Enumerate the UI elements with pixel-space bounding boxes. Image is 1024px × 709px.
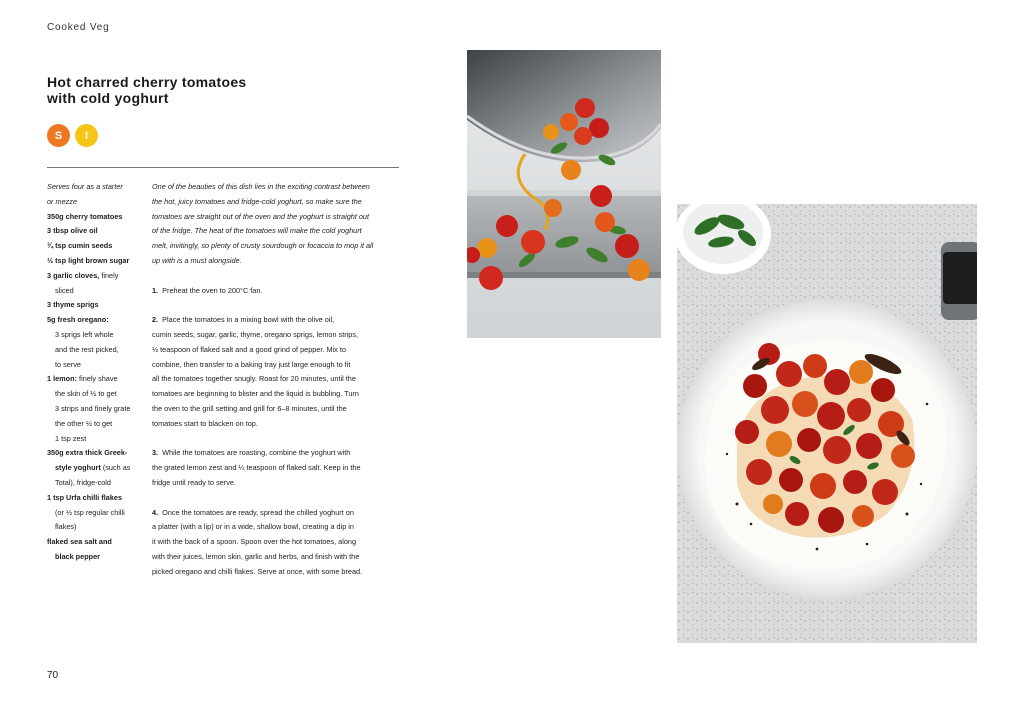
ingredient-text: 350g extra thick Greek- [47,448,128,458]
ingredient-text: flaked sea salt and [47,537,112,547]
step-text: fridge until ready to serve. [152,477,236,487]
step-text: with their juices, lemon skin, garlic and herbs, and finish with the [152,551,360,561]
step-text: tomatoes start to blacken on top. [152,418,258,428]
step-line [152,550,400,565]
ingredient-text: 1 lemon: [47,374,78,384]
intro-line: One of the beauties of this dish lies in the exciting contrast between [152,182,370,191]
recipe-title [47,74,247,106]
step-text: tomatoes are beginning to blister and the liquid is bubbling. Turn [152,389,359,399]
ingredient-line [47,520,147,535]
ingredient-line [47,550,147,565]
ingredients-list [47,180,147,565]
ingredient-text: 3 strips and finely grate [55,403,131,413]
step-line [152,520,400,535]
ingredient-line [47,343,147,358]
ingredient-line [47,432,147,447]
method-step [152,506,400,580]
step-line [152,343,400,358]
step-number: 3. [152,448,159,458]
ingredient-line [47,210,147,225]
intro-line: of the fridge. The heat of the tomatoes will make the cold yoghurt [152,226,362,236]
ingredient-text: 1 tsp zest [55,433,87,443]
step-line [152,387,400,402]
ingredient-text: ¾ tsp cumin seeds [47,241,113,251]
ingredient-text: or mezze [47,196,78,206]
diet-badges [47,124,98,147]
ingredient-text: the other ½ to get [55,418,113,428]
ingredient-text: 3 thyme sprigs [47,300,99,310]
step-line [152,417,400,432]
step-text: While the tomatoes are roasting, combine the yoghurt with [162,448,351,458]
ingredient-text: 5g fresh oregano: [47,315,109,325]
step-text: all the tomatoes together snugly. Roast for 20 minutes, until the [152,374,356,384]
ingredient-text: 350g cherry tomatoes [47,211,123,221]
step-line [152,284,400,299]
recipe-title-line: with cold yoghurt [47,90,169,106]
step-text: Once the tomatoes are ready, spread the chilled yoghurt on [162,507,354,517]
step-text: it with the back of a spoon. Spoon over the hot tomatoes, along [152,537,357,547]
section-label: Cooked Veg [47,22,110,33]
step-number: 2. [152,315,159,325]
ingredient-line [47,284,147,299]
ingredient-line [47,535,147,550]
photo-finished-dish [677,204,977,643]
ingredient-line [47,402,147,417]
recipe-title-line: Hot charred cherry tomatoes [47,74,247,90]
ingredient-text: finely [99,270,119,280]
ingredient-line [47,358,147,373]
ingredient-text: style yoghurt [55,463,101,473]
ingredient-line [47,313,147,328]
step-line [152,476,400,491]
page-number: 70 [47,670,59,681]
diet-badge: S [47,124,70,147]
ingredient-text: 3 garlic cloves, [47,270,100,280]
ingredient-text: Serves four as a starter [47,182,123,191]
step-line [152,313,400,328]
ingredient-line [47,506,147,521]
step-line [152,565,400,580]
step-text: the grated lemon zest and ¼ teaspoon of flaked salt. Keep in the [152,463,361,473]
ingredient-text: ½ tsp light brown sugar [47,255,130,265]
intro-paragraph [152,180,400,269]
intro-line: tomatoes are straight out of the oven and the yoghurt is straight out [152,211,370,221]
step-line [152,446,400,461]
ingredient-line [47,446,147,461]
ingredient-line [47,491,147,506]
ingredient-text: flakes) [55,522,77,532]
ingredient-line [47,387,147,402]
step-text: picked oregano and chilli flakes. Serve at once, with some bread. [152,566,363,576]
step-number: 4. [152,507,159,517]
intro-line: melt, invitingly, so plenty of crusty sourdough or focaccia to mop it all [152,241,374,251]
ingredient-line [47,328,147,343]
ingredient-text: to serve [55,359,81,369]
method-steps [152,284,400,580]
method-step [152,313,400,431]
method-step [152,284,400,299]
step-line [152,506,400,521]
ingredient-line [47,239,147,254]
step-text: cumin seeds, sugar, garlic, thyme, oregano sprigs, lemon strips, [152,329,359,339]
step-text: combine, then transfer to a baking tray just large enough to fit [152,359,351,369]
step-line [152,461,400,476]
step-line [152,535,400,550]
ingredient-line [47,195,147,210]
step-line [152,358,400,373]
ingredient-line [47,269,147,284]
method [152,180,400,594]
step-text: Place the tomatoes in a mixing bowl with the olive oil, [162,315,335,325]
ingredient-text: finely shave [77,374,118,384]
photo-tomatoes-pouring [467,50,661,338]
intro-line: the hot, juicy tomatoes and fridge-cold yoghurt, so make sure the [152,196,362,206]
ingredient-text: and the rest picked, [55,344,119,354]
ingredient-text: black pepper [55,551,101,561]
ingredient-line [47,476,147,491]
ingredient-line [47,372,147,387]
ingredient-text: (such as [100,463,131,473]
ingredient-text: 1 tsp Urfa chilli flakes [47,492,123,502]
step-number: 1. [152,285,159,295]
step-text: ½ teaspoon of flaked salt and a good grind of pepper. Mix to [152,344,346,354]
ingredient-line [47,224,147,239]
step-text: the oven to the grill setting and grill for 6–8 minutes, until the [152,403,347,413]
ingredient-text: the skin of ½ to get [55,389,117,399]
ingredient-text: (or ½ tsp regular chilli [55,507,125,517]
step-line [152,372,400,387]
ingredient-line [47,298,147,313]
divider [47,167,399,168]
diet-badge: I [75,124,98,147]
step-text: Preheat the oven to 200°C fan. [162,285,263,295]
ingredient-line [47,180,147,195]
ingredient-text: Total), fridge-cold [55,477,111,487]
ingredient-text: sliced [55,285,74,295]
ingredient-text: 3 tbsp olive oil [47,226,98,236]
intro-line: up with is a must alongside. [152,255,242,265]
ingredient-line [47,417,147,432]
step-text: a platter (with a lip) or in a wide, shallow bowl, creating a dip in [152,522,354,532]
ingredient-line [47,254,147,269]
ingredient-line [47,461,147,476]
step-line [152,402,400,417]
ingredient-text: 3 sprigs left whole [55,329,114,339]
step-line [152,328,400,343]
method-step [152,446,400,490]
